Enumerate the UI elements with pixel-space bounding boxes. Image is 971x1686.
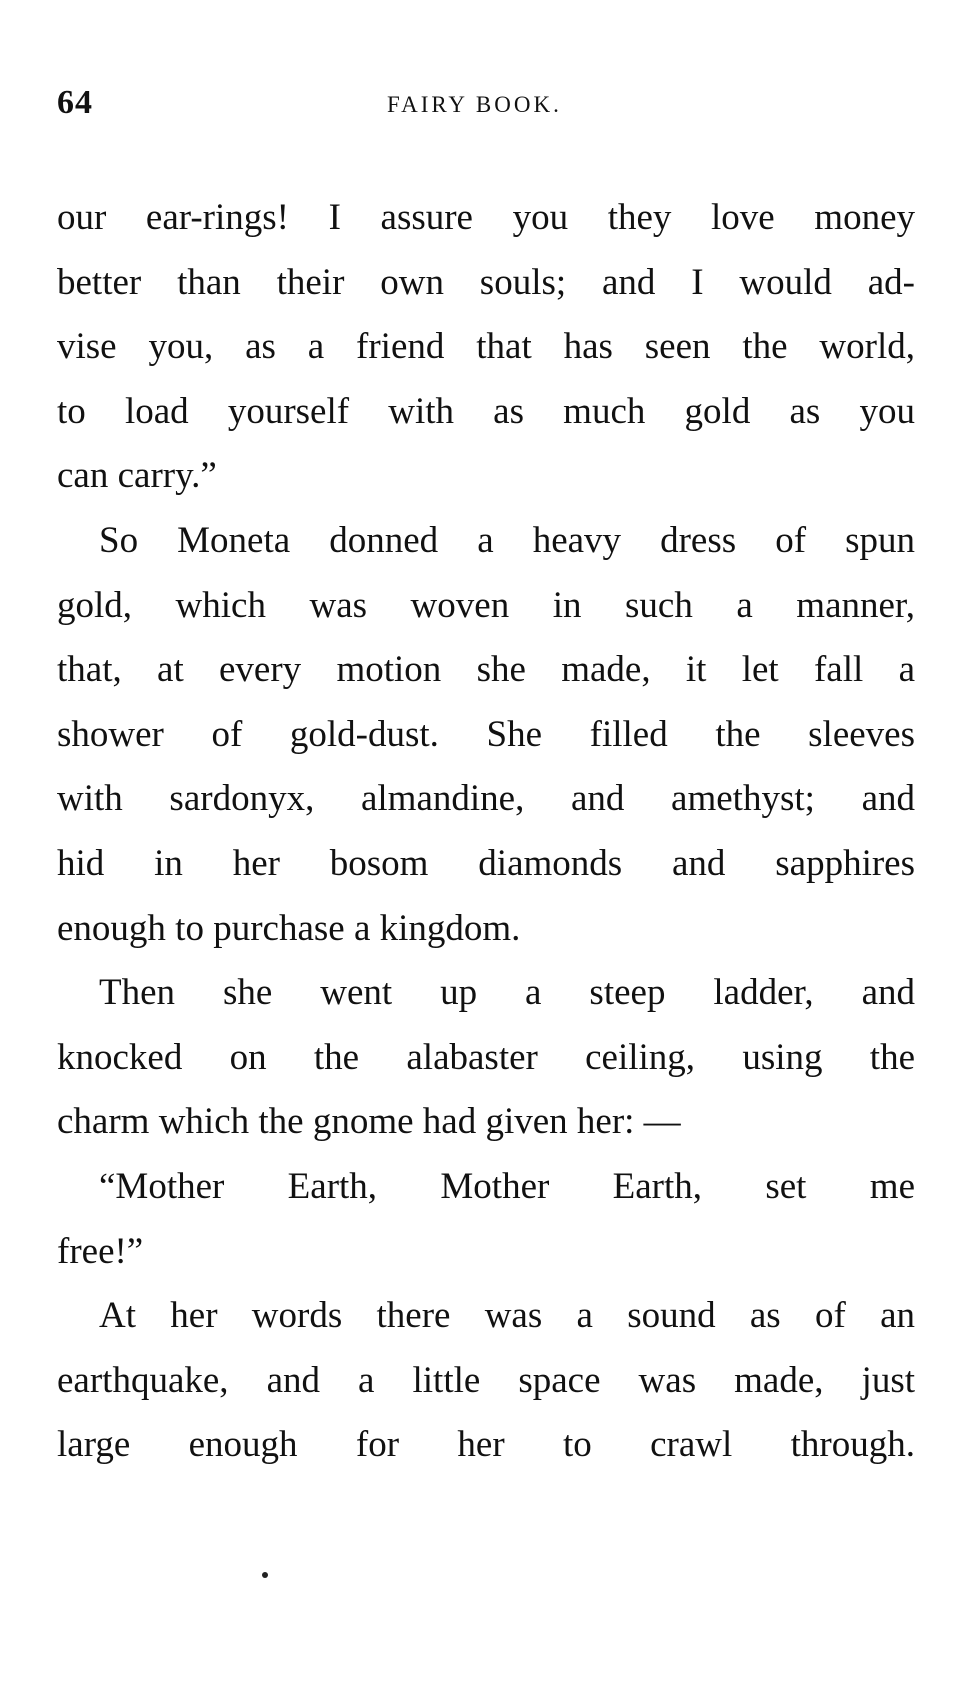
text-line: enough to purchase a kingdom. [57, 907, 521, 949]
text-line: to load yourself with as much gold as you [57, 390, 915, 432]
text-line: charm which the gnome had given her: — [57, 1101, 681, 1143]
text-line: earthquake, and a little space was made, just [57, 1359, 915, 1401]
text-line: that, at every motion she made, it let fall a [57, 649, 915, 691]
running-title: FAIRY BOOK. [387, 92, 562, 117]
text-line: gold, which was woven in such a manner, [57, 584, 915, 626]
body-text [57, 186, 915, 1478]
text-line: can carry.” [57, 455, 217, 497]
text-line: vise you, as a friend that has seen the world, [57, 326, 915, 368]
text-line: large enough for her to crawl through. [57, 1424, 915, 1466]
text-line: free!” [57, 1230, 144, 1272]
text-line: hid in her bosom diamonds and sapphires [57, 842, 915, 884]
page-number: 64 [57, 84, 93, 121]
paragraph-start-line: Then she went up a steep ladder, and [99, 972, 915, 1014]
text-line: shower of gold-dust. She filled the sleeves [57, 713, 915, 755]
text-line: with sardonyx, almandine, and amethyst; and [57, 778, 915, 820]
paragraph-start-line: At her words there was a sound as of an [99, 1295, 915, 1337]
text-line: our ear-rings! I assure you they love money [57, 197, 915, 238]
ink-speck [262, 1572, 268, 1578]
text-line: better than their own souls; and I would ad- [57, 261, 915, 303]
text-line: knocked on the alabaster ceiling, using the [57, 1036, 915, 1078]
page-header [57, 84, 913, 124]
paragraph-start-line: So Moneta donned a heavy dress of spun [99, 519, 915, 561]
paragraph-start-line: “Mother Earth, Mother Earth, set me [99, 1165, 915, 1207]
